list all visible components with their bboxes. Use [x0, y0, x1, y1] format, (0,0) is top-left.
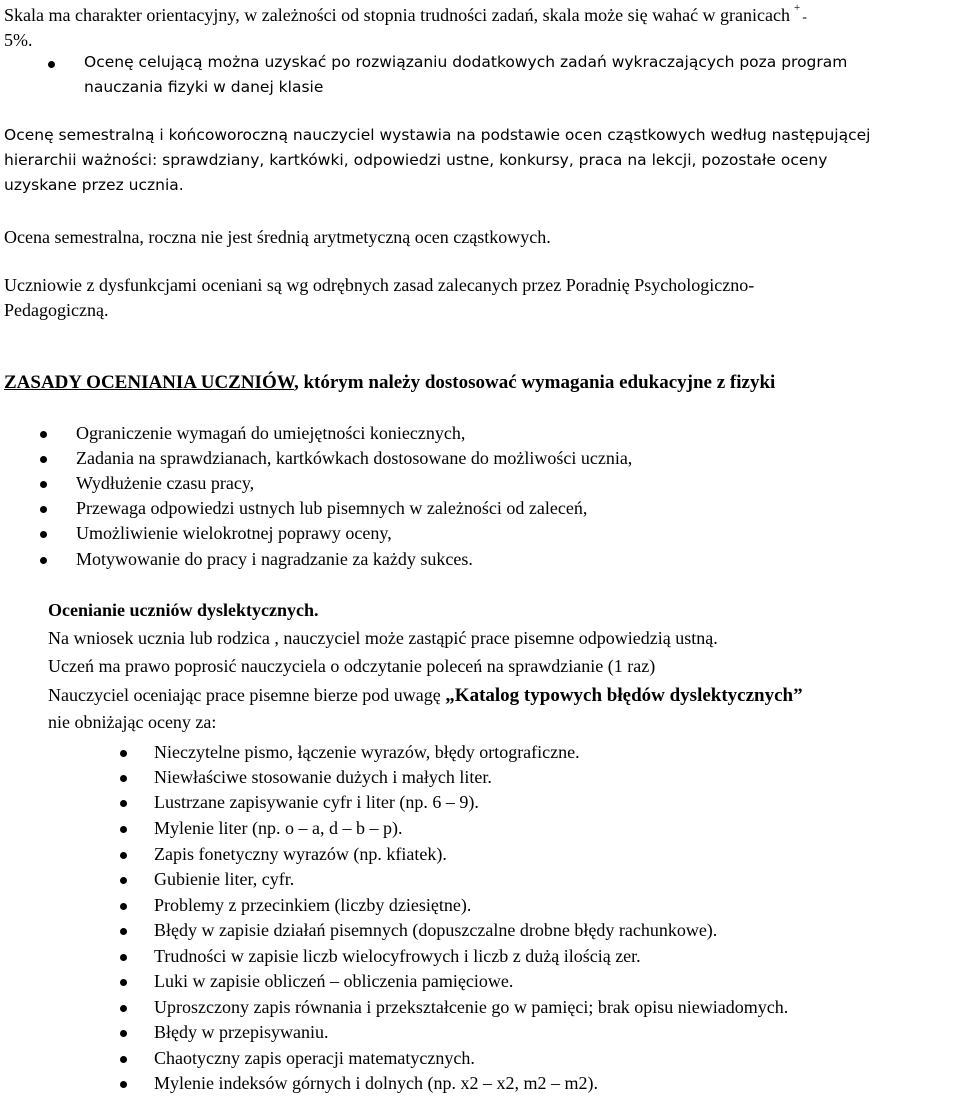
- dyslexia-item: Niewłaściwe stosowanie dużych i małych liter.: [154, 767, 492, 787]
- katalog-title: „Katalog typowych błędów dyslektycznych”: [445, 685, 803, 706]
- bullet-icon: [120, 1081, 127, 1088]
- celujaca-line-1: Ocenę celującą można uzyskać po rozwiązaniu dodatkowych zadań wykraczających poza program: [84, 53, 848, 71]
- bullet-icon: [120, 1030, 127, 1037]
- dyslexia-item: Nieczytelne pismo, łączenie wyrazów, błędy ortograficzne.: [154, 742, 580, 762]
- not-average-text: Ocena semestralna, roczna nie jest średnią arytmetyczną ocen cząstkowych.: [4, 227, 551, 247]
- bullet-icon: [48, 61, 55, 68]
- zasady-heading-rest: , którym należy dostosować wymagania edukacyjne z fizyki: [293, 372, 776, 393]
- dyslexia-item: Chaotyczny zapis operacji matematycznych.: [154, 1048, 475, 1068]
- dyslexia-paragraph-4: nie obniżając oceny za:: [48, 712, 217, 732]
- bullet-icon: [120, 928, 127, 935]
- semestral-line-2: hierarchii ważności: sprawdziany, kartkówki, odpowiedzi ustne, konkursy, praca na lekcji, pozostałe oceny: [4, 151, 828, 169]
- dyslexia-item: Mylenie indeksów górnych i dolnych (np. x2 – x2, m2 – m2).: [154, 1073, 598, 1093]
- dyslexia-paragraph-1: Na wniosek ucznia lub rodzica , nauczyciel może zastąpić prace pisemne odpowiedzią ustną.: [48, 628, 718, 648]
- dyslexia-item: Uproszczony zapis równania i przekształcenie go w pamięci; brak opisu niewiadomych.: [154, 997, 789, 1017]
- dyslexia-item: Problemy z przecinkiem (liczby dziesiętne).: [154, 895, 472, 915]
- scale-text-line-1: [4, 2, 807, 25]
- dyslexia-item: Trudności w zapisie liczb wielocyfrowych i liczb z dużą ilością zer.: [154, 946, 641, 966]
- bullet-icon: [40, 456, 47, 463]
- zasady-item: Ograniczenie wymagań do umiejętności koniecznych,: [76, 423, 466, 443]
- dyslexia-item: Zapis fonetyczny wyrazów (np. kfiatek).: [154, 844, 447, 864]
- zasady-item: Umożliwienie wielokrotnej poprawy oceny,: [76, 523, 392, 543]
- bullet-icon: [40, 431, 47, 438]
- bullet-icon: [120, 750, 127, 757]
- dysfunction-line-1: Uczniowie z dysfunkcjami oceniani są wg odrębnych zasad zalecanych przez Poradnię Psychologiczno-: [4, 275, 755, 295]
- dyslexia-paragraph-3: [48, 686, 803, 705]
- bullet-icon: [40, 557, 47, 564]
- scale-text: Skala ma charakter orientacyjny, w zależności od stopnia trudności zadań, skala może się wahać w granicach: [4, 5, 791, 25]
- zasady-item: Wydłużenie czasu pracy,: [76, 473, 255, 493]
- bullet-icon: [120, 852, 127, 859]
- bullet-icon: [120, 1005, 127, 1012]
- scale-minus: -: [802, 10, 807, 25]
- bullet-icon: [120, 979, 127, 986]
- dyslexia-paragraph-3-text: Nauczyciel oceniając prace pisemne bierze pod uwagę: [48, 685, 446, 705]
- bullet-icon: [40, 481, 47, 488]
- celujaca-line-2: nauczania fizyki w danej klasie: [84, 78, 324, 96]
- zasady-heading: [4, 373, 775, 392]
- bullet-icon: [120, 903, 127, 910]
- zasady-item: Przewaga odpowiedzi ustnych lub pisemnych w zależności od zaleceń,: [76, 498, 588, 518]
- bullet-icon: [120, 954, 127, 961]
- scale-plus: +: [794, 2, 801, 14]
- dysfunction-line-2: Pedagogiczną.: [4, 300, 109, 320]
- zasady-item: Motywowanie do pracy i nagradzanie za każdy sukces.: [76, 549, 473, 569]
- bullet-icon: [120, 877, 127, 884]
- scale-text-line-2: 5%.: [4, 30, 33, 50]
- bullet-icon: [120, 1056, 127, 1063]
- bullet-icon: [120, 800, 127, 807]
- zasady-heading-underlined: ZASADY OCENIANIA UCZNIÓW: [4, 372, 294, 393]
- dyslexia-item: Błędy w zapisie działań pisemnych (dopuszczalne drobne błędy rachunkowe).: [154, 920, 718, 940]
- dyslexia-paragraph-2: Uczeń ma prawo poprosić nauczyciela o odczytanie poleceń na sprawdzianie (1 raz): [48, 656, 656, 676]
- bullet-icon: [40, 506, 47, 513]
- semestral-line-3: uzyskane przez ucznia.: [4, 176, 184, 194]
- bullet-icon: [120, 826, 127, 833]
- dyslexia-item: Gubienie liter, cyfr.: [154, 869, 295, 889]
- dyslexia-heading: Ocenianie uczniów dyslektycznych.: [48, 600, 319, 620]
- semestral-line-1: Ocenę semestralną i końcoworoczną nauczyciel wystawia na podstawie ocen cząstkowych według następującej: [4, 126, 871, 144]
- dyslexia-item: Luki w zapisie obliczeń – obliczenia pamięciowe.: [154, 971, 514, 991]
- dyslexia-item: Mylenie liter (np. o – a, d – b – p).: [154, 818, 403, 838]
- dyslexia-item: Lustrzane zapisywanie cyfr i liter (np. 6 – 9).: [154, 792, 479, 812]
- bullet-icon: [120, 775, 127, 782]
- dyslexia-item: Błędy w przepisywaniu.: [154, 1022, 329, 1042]
- bullet-icon: [40, 531, 47, 538]
- zasady-item: Zadania na sprawdzianach, kartkówkach dostosowane do możliwości ucznia,: [76, 448, 633, 468]
